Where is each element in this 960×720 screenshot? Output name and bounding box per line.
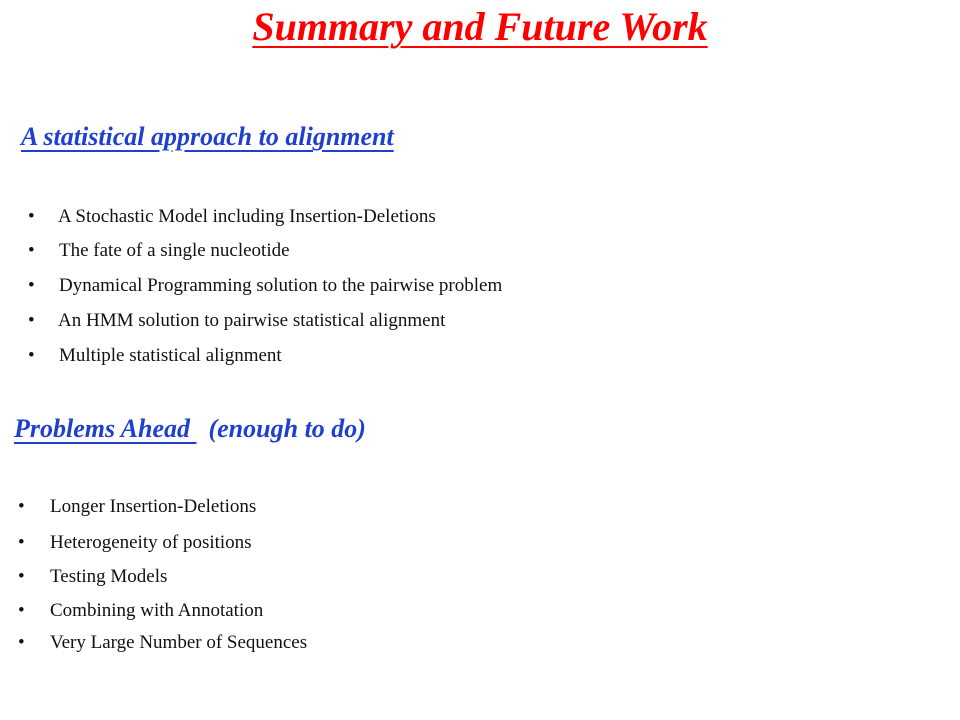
problems-ahead-label: Problems Ahead [14, 414, 190, 443]
slide-title: Summary and Future Work [252, 4, 708, 49]
list-item-text: Combining with Annotation [50, 600, 264, 621]
list-item-text: Very Large Number of Sequences [50, 632, 308, 653]
section-heading-problems-ahead [14, 412, 366, 446]
bullet-icon: • [28, 345, 35, 366]
heading-underline-gap [190, 412, 202, 446]
bullet-icon: • [18, 632, 25, 653]
list-item-text: Longer Insertion-Deletions [50, 496, 257, 517]
bullet-icon: • [18, 532, 25, 553]
section-heading-statistical-approach: A statistical approach to alignment [21, 122, 394, 151]
list-item-text: An HMM solution to pairwise statistical alignment [58, 310, 446, 331]
problems-ahead-note: (enough to do) [208, 414, 366, 443]
bullet-icon: • [28, 240, 35, 261]
bullet-icon: • [18, 600, 25, 621]
list-item-text: Heterogeneity of positions [50, 532, 252, 553]
bullet-icon: • [28, 275, 35, 296]
list-item-text: Testing Models [50, 566, 168, 587]
bullet-icon: • [18, 496, 25, 517]
list-item-text: Dynamical Programming solution to the pairwise problem [59, 275, 503, 296]
bullet-icon: • [28, 310, 35, 331]
list-item-text: Multiple statistical alignment [59, 345, 282, 366]
list-item-text: The fate of a single nucleotide [59, 240, 290, 261]
list-item-text: A Stochastic Model including Insertion-Deletions [58, 206, 436, 227]
bullet-icon: • [28, 206, 35, 227]
bullet-icon: • [18, 566, 25, 587]
